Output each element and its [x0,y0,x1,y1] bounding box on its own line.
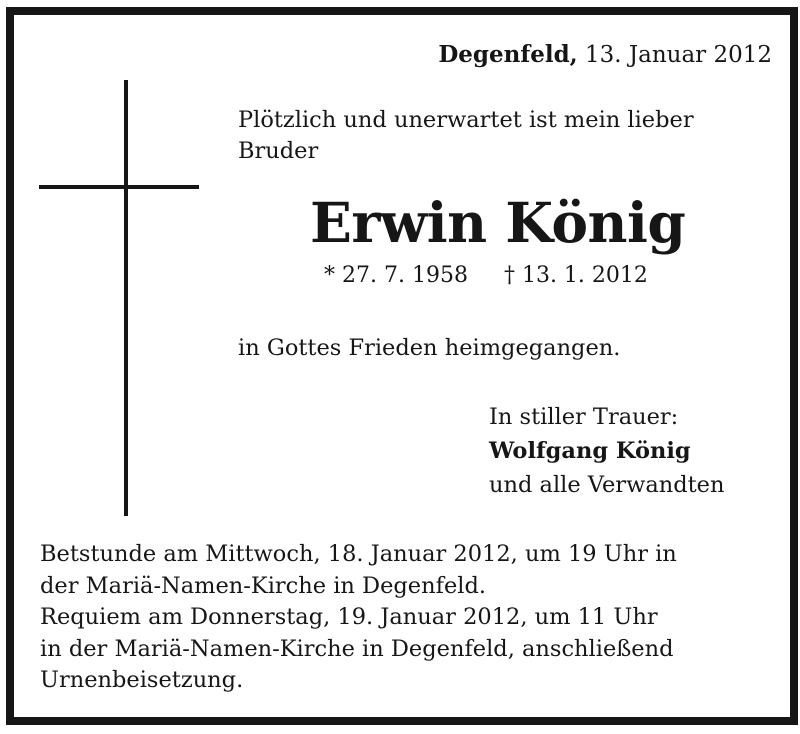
death-date: † 13. 1. 2012 [503,263,648,288]
cross-vertical-bar [124,80,128,516]
service-line: Betstunde am Mittwoch, 18. Januar 2012, um 19 Uhr in [40,541,677,567]
notice-date: 13. Januar 2012 [577,42,772,68]
place: Degenfeld, [438,41,578,68]
place-date-line [438,41,772,68]
service-line: der Mariä-Namen-Kirche in Degenfeld. [40,572,487,599]
deceased-name: Erwin König [310,190,686,255]
birth-date: * 27. 7. 1958 [324,263,468,288]
life-dates [324,263,648,288]
service-line: in der Mariä-Namen-Kirche in Degenfeld, anschließend [40,635,674,662]
intro-text [238,105,773,167]
mourner-name: Wolfgang König [489,438,691,464]
obituary-notice [6,7,798,725]
service-info [40,539,770,697]
cross-horizontal-bar [39,185,199,189]
service-line: Requiem am Donnerstag, 19. Januar 2012, um 11 Uhr [40,604,658,630]
service-line: Urnenbeisetzung. [40,667,244,693]
mourners-others: und alle Verwandten [489,472,725,498]
intro-line-1: Plötzlich und unerwartet ist mein lieber [238,107,694,133]
closing-text: in Gottes Frieden heimgegangen. [238,335,621,361]
intro-line-2: Bruder [238,138,319,164]
mourners-heading: In stiller Trauer: [489,404,679,430]
mourners-block [489,400,724,502]
